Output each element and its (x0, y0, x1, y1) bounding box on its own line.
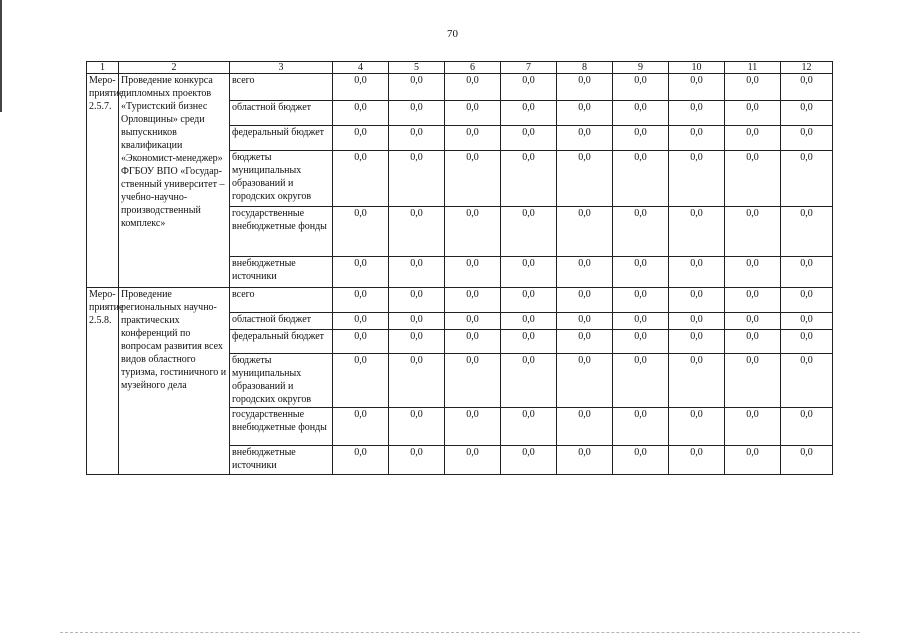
value-cell: 0,0 (501, 207, 557, 257)
value-cell: 0,0 (445, 207, 501, 257)
value-cell: 0,0 (613, 257, 669, 288)
funding-source: всего (230, 288, 333, 313)
value-cell: 0,0 (669, 330, 725, 354)
funding-source: областной бюджет (230, 313, 333, 330)
value-cell: 0,0 (725, 354, 781, 408)
value-cell: 0,0 (669, 408, 725, 446)
value-cell: 0,0 (613, 408, 669, 446)
column-header: 7 (501, 62, 557, 74)
value-cell: 0,0 (725, 101, 781, 126)
value-cell: 0,0 (333, 126, 389, 151)
column-header: 12 (781, 62, 833, 74)
value-cell: 0,0 (557, 313, 613, 330)
value-cell: 0,0 (781, 408, 833, 446)
value-cell: 0,0 (501, 330, 557, 354)
value-cell: 0,0 (333, 101, 389, 126)
value-cell: 0,0 (669, 288, 725, 313)
value-cell: 0,0 (557, 207, 613, 257)
column-header: 3 (230, 62, 333, 74)
value-cell: 0,0 (557, 126, 613, 151)
value-cell: 0,0 (501, 126, 557, 151)
funding-source: бюджеты муниципальных образований и городских округов (230, 151, 333, 207)
value-cell: 0,0 (725, 330, 781, 354)
table-body (87, 74, 833, 475)
value-cell: 0,0 (557, 330, 613, 354)
header-row (87, 62, 833, 74)
value-cell: 0,0 (613, 313, 669, 330)
column-header: 5 (389, 62, 445, 74)
value-cell: 0,0 (613, 74, 669, 101)
value-cell: 0,0 (445, 101, 501, 126)
value-cell: 0,0 (669, 101, 725, 126)
value-cell: 0,0 (725, 288, 781, 313)
value-cell: 0,0 (557, 446, 613, 475)
value-cell: 0,0 (333, 313, 389, 330)
value-cell: 0,0 (445, 151, 501, 207)
value-cell: 0,0 (669, 446, 725, 475)
value-cell: 0,0 (781, 151, 833, 207)
scan-edge-rule (0, 0, 2, 112)
value-cell: 0,0 (557, 257, 613, 288)
value-cell: 0,0 (557, 151, 613, 207)
value-cell: 0,0 (445, 257, 501, 288)
value-cell: 0,0 (725, 207, 781, 257)
value-cell: 0,0 (445, 354, 501, 408)
value-cell: 0,0 (613, 126, 669, 151)
column-header: 9 (613, 62, 669, 74)
value-cell: 0,0 (333, 207, 389, 257)
value-cell: 0,0 (389, 288, 445, 313)
value-cell: 0,0 (725, 446, 781, 475)
column-header: 4 (333, 62, 389, 74)
value-cell: 0,0 (781, 354, 833, 408)
value-cell: 0,0 (501, 257, 557, 288)
value-cell: 0,0 (613, 151, 669, 207)
value-cell: 0,0 (781, 74, 833, 101)
value-cell: 0,0 (557, 354, 613, 408)
value-cell: 0,0 (333, 354, 389, 408)
column-header: 1 (87, 62, 119, 74)
value-cell: 0,0 (725, 408, 781, 446)
value-cell: 0,0 (725, 74, 781, 101)
value-cell: 0,0 (501, 101, 557, 126)
value-cell: 0,0 (333, 151, 389, 207)
funding-source: областной бюджет (230, 101, 333, 126)
funding-source: государственные внебюджетные фонды (230, 207, 333, 257)
value-cell: 0,0 (333, 257, 389, 288)
value-cell: 0,0 (501, 354, 557, 408)
value-cell: 0,0 (669, 257, 725, 288)
value-cell: 0,0 (501, 446, 557, 475)
value-cell: 0,0 (445, 126, 501, 151)
value-cell: 0,0 (781, 101, 833, 126)
funding-source: всего (230, 74, 333, 101)
value-cell: 0,0 (613, 101, 669, 126)
value-cell: 0,0 (669, 207, 725, 257)
funding-source: государственные внебюджетные фонды (230, 408, 333, 446)
value-cell: 0,0 (781, 446, 833, 475)
value-cell: 0,0 (333, 74, 389, 101)
value-cell: 0,0 (333, 446, 389, 475)
funding-source: федеральный бюджет (230, 330, 333, 354)
value-cell: 0,0 (781, 207, 833, 257)
value-cell: 0,0 (725, 313, 781, 330)
value-cell: 0,0 (557, 288, 613, 313)
column-header: 8 (557, 62, 613, 74)
budget-table (86, 61, 833, 475)
value-cell: 0,0 (389, 101, 445, 126)
column-header: 6 (445, 62, 501, 74)
table-row (87, 288, 833, 313)
value-cell: 0,0 (501, 74, 557, 101)
value-cell: 0,0 (389, 74, 445, 101)
value-cell: 0,0 (389, 330, 445, 354)
value-cell: 0,0 (613, 288, 669, 313)
value-cell: 0,0 (781, 257, 833, 288)
value-cell: 0,0 (669, 354, 725, 408)
column-header: 10 (669, 62, 725, 74)
value-cell: 0,0 (613, 446, 669, 475)
scan-noise-line (60, 632, 860, 634)
value-cell: 0,0 (389, 313, 445, 330)
value-cell: 0,0 (445, 74, 501, 101)
value-cell: 0,0 (501, 313, 557, 330)
value-cell: 0,0 (333, 330, 389, 354)
value-cell: 0,0 (781, 330, 833, 354)
value-cell: 0,0 (445, 288, 501, 313)
value-cell: 0,0 (445, 330, 501, 354)
event-number: Меро-приятие 2.5.8. (87, 288, 119, 475)
value-cell: 0,0 (389, 207, 445, 257)
value-cell: 0,0 (613, 330, 669, 354)
funding-source: внебюджетные источники (230, 446, 333, 475)
value-cell: 0,0 (613, 207, 669, 257)
value-cell: 0,0 (557, 74, 613, 101)
value-cell: 0,0 (445, 446, 501, 475)
value-cell: 0,0 (389, 354, 445, 408)
value-cell: 0,0 (669, 313, 725, 330)
value-cell: 0,0 (725, 126, 781, 151)
table-row (87, 74, 833, 101)
value-cell: 0,0 (781, 313, 833, 330)
value-cell: 0,0 (501, 408, 557, 446)
value-cell: 0,0 (333, 408, 389, 446)
page-number: 70 (447, 28, 458, 40)
event-title: Проведение конкурса дипломных проектов «Туристский бизнес Орловщины» среди выпускников квалификации «Экономист-менеджер» ФГБОУ ВПО «Государ-ственный университет – учебно-научно-производственный комплекс» (119, 74, 230, 288)
funding-source: бюджеты муниципальных образований и городских округов (230, 354, 333, 408)
value-cell: 0,0 (669, 74, 725, 101)
column-header: 2 (119, 62, 230, 74)
value-cell: 0,0 (389, 257, 445, 288)
column-header: 11 (725, 62, 781, 74)
value-cell: 0,0 (669, 126, 725, 151)
value-cell: 0,0 (557, 101, 613, 126)
value-cell: 0,0 (557, 408, 613, 446)
value-cell: 0,0 (389, 446, 445, 475)
value-cell: 0,0 (725, 151, 781, 207)
value-cell: 0,0 (669, 151, 725, 207)
value-cell: 0,0 (501, 151, 557, 207)
value-cell: 0,0 (389, 151, 445, 207)
value-cell: 0,0 (445, 408, 501, 446)
value-cell: 0,0 (501, 288, 557, 313)
funding-source: внебюджетные источники (230, 257, 333, 288)
value-cell: 0,0 (613, 354, 669, 408)
funding-source: федеральный бюджет (230, 126, 333, 151)
value-cell: 0,0 (781, 288, 833, 313)
value-cell: 0,0 (445, 313, 501, 330)
value-cell: 0,0 (781, 126, 833, 151)
value-cell: 0,0 (389, 126, 445, 151)
value-cell: 0,0 (389, 408, 445, 446)
value-cell: 0,0 (333, 288, 389, 313)
event-title: Проведение региональных научно-практических конференций по вопросам развития всех видов областного туризма, гостиничного и музейного дела (119, 288, 230, 475)
value-cell: 0,0 (725, 257, 781, 288)
event-number: Меро-приятие 2.5.7. (87, 74, 119, 288)
